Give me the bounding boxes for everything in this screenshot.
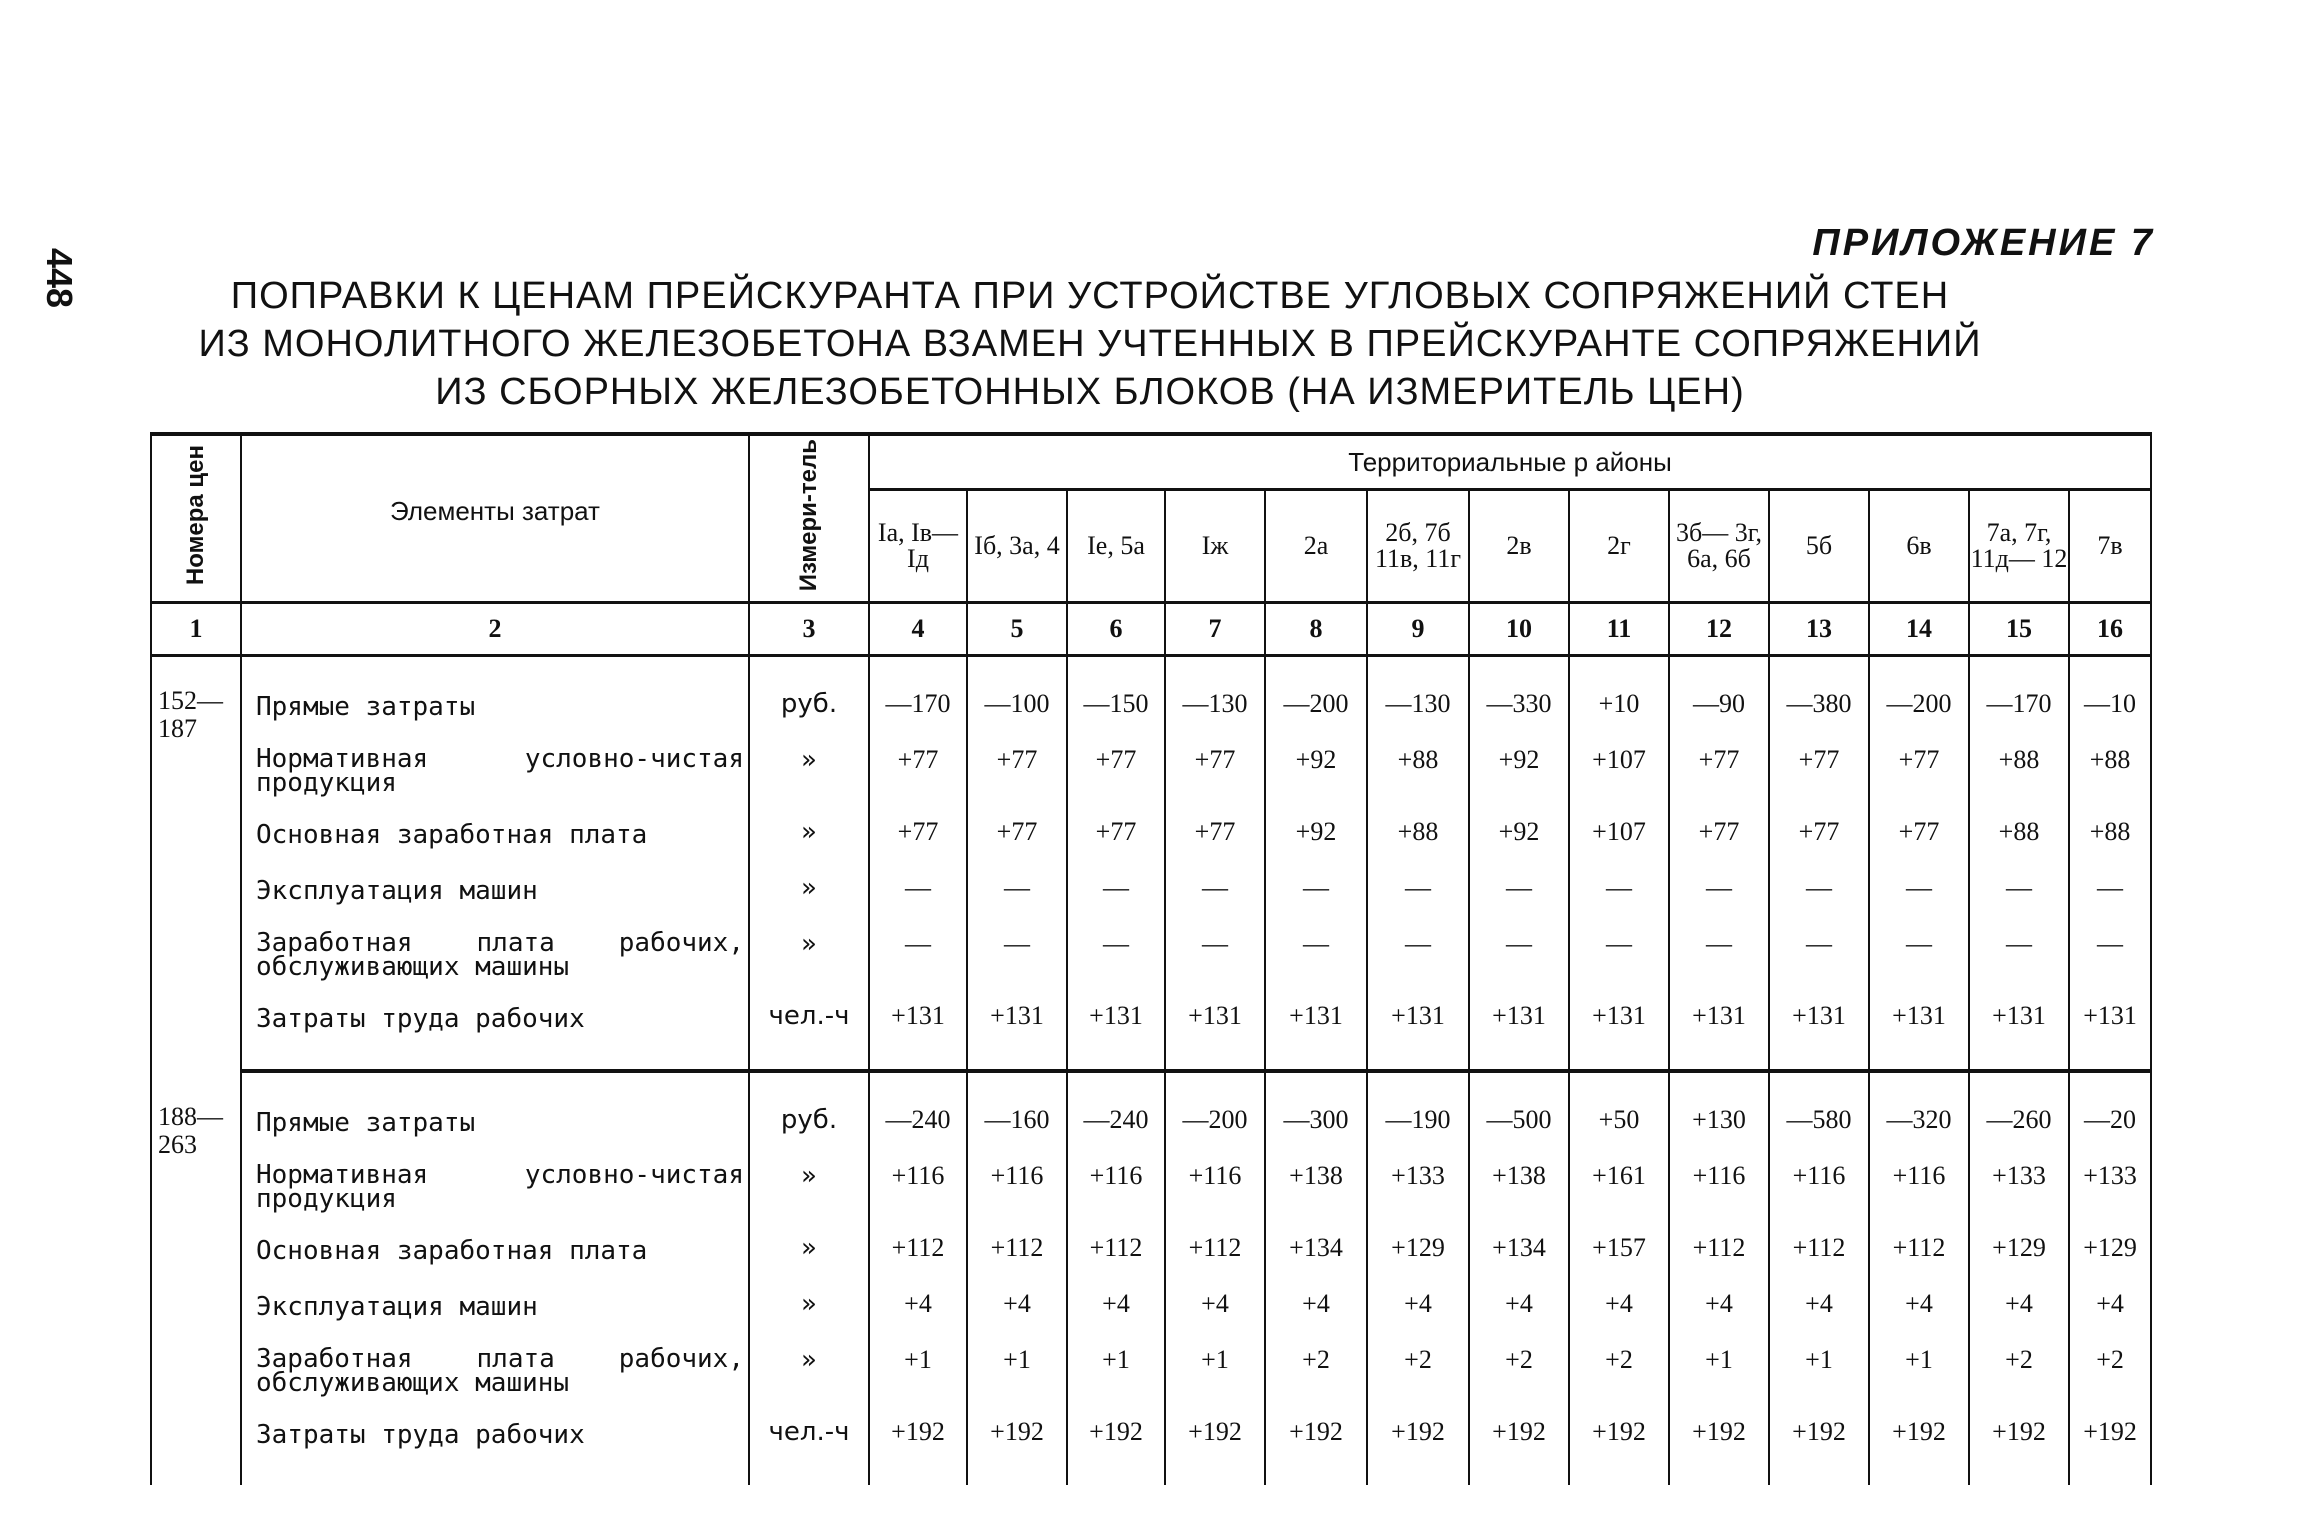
spacer-cell: [1165, 1047, 1265, 1071]
value-cell: +129: [2069, 1223, 2151, 1279]
spacer-cell: [967, 656, 1067, 680]
unit: »: [749, 735, 869, 807]
table-row: [151, 679, 2151, 735]
value-cell: +192: [1367, 1407, 1469, 1463]
value-cell: —: [1969, 863, 2069, 919]
value-cell: +131: [2069, 991, 2151, 1047]
value-cell: +2: [1469, 1335, 1569, 1407]
value-cell: —90: [1669, 679, 1769, 735]
value-cell: —10: [2069, 679, 2151, 735]
value-cell: —: [1469, 919, 1569, 991]
value-cell: +129: [1969, 1223, 2069, 1279]
spacer-cell: [151, 1071, 241, 1095]
column-number: 6: [1067, 603, 1165, 656]
value-cell: —: [1067, 863, 1165, 919]
value-cell: +131: [1669, 991, 1769, 1047]
spacer-cell: [1165, 1463, 1265, 1485]
spacer-cell: [1067, 656, 1165, 680]
value-cell: +116: [1165, 1151, 1265, 1223]
value-cell: —: [1165, 863, 1265, 919]
unit: »: [749, 919, 869, 991]
table-row: [151, 1335, 2151, 1407]
value-cell: +112: [967, 1223, 1067, 1279]
table-row: [151, 1407, 2151, 1463]
value-cell: +192: [869, 1407, 967, 1463]
spacer-cell: [241, 1463, 749, 1485]
header-region: 2в: [1469, 490, 1569, 603]
spacer-cell: [1367, 1047, 1469, 1071]
spacer-cell: [1265, 1463, 1367, 1485]
value-cell: +112: [1067, 1223, 1165, 1279]
page-title: [150, 272, 2030, 416]
header-elements: Элементы затрат: [241, 434, 749, 603]
value-cell: +131: [1265, 991, 1367, 1047]
value-cell: —500: [1469, 1095, 1569, 1151]
value-cell: —260: [1969, 1095, 2069, 1151]
column-number: 1: [151, 603, 241, 656]
header-region: 3б— 3г, 6а, 6б: [1669, 490, 1769, 603]
spacer-cell: [1569, 1071, 1669, 1095]
spacer-cell: [1265, 656, 1367, 680]
value-cell: +116: [1669, 1151, 1769, 1223]
title-line: ПОПРАВКИ К ЦЕНАМ ПРЕЙСКУРАНТА ПРИ УСТРОЙСТВЕ УГЛОВЫХ СОПРЯЖЕНИЙ СТЕН: [230, 275, 1950, 317]
spacer-cell: [967, 1463, 1067, 1485]
cost-element: Нормативная условно-чистая продукция: [241, 1151, 749, 1223]
unit: чел.-ч: [749, 991, 869, 1047]
appendix-label: ПРИЛОЖЕНИЕ 7: [1812, 222, 2155, 264]
value-cell: +77: [1165, 735, 1265, 807]
value-cell: —580: [1769, 1095, 1869, 1151]
value-cell: +77: [1165, 807, 1265, 863]
value-cell: +77: [869, 735, 967, 807]
column-number: 16: [2069, 603, 2151, 656]
value-cell: +112: [869, 1223, 967, 1279]
value-cell: —: [1265, 863, 1367, 919]
spacer-cell: [1969, 1463, 2069, 1485]
value-cell: —: [869, 919, 967, 991]
spacer-cell: [749, 1071, 869, 1095]
header-region: Iб, 3а, 4: [967, 490, 1067, 603]
cost-element: Эксплуатация машин: [241, 1279, 749, 1335]
spacer-cell: [1669, 1047, 1769, 1071]
value-cell: +4: [967, 1279, 1067, 1335]
spacer-cell: [1067, 1463, 1165, 1485]
spacer-cell: [1569, 1463, 1669, 1485]
unit: »: [749, 807, 869, 863]
value-cell: +131: [869, 991, 967, 1047]
value-cell: +112: [1669, 1223, 1769, 1279]
page-number: 448: [39, 248, 80, 309]
value-cell: +4: [1969, 1279, 2069, 1335]
spacer-cell: [1869, 1463, 1969, 1485]
value-cell: +192: [1265, 1407, 1367, 1463]
spacer-cell: [1869, 1071, 1969, 1095]
value-cell: —160: [967, 1095, 1067, 1151]
value-cell: +131: [1469, 991, 1569, 1047]
column-number: 3: [749, 603, 869, 656]
spacer-cell: [151, 656, 241, 680]
cost-element: Прямые затраты: [241, 1095, 749, 1151]
value-cell: +131: [1969, 991, 2069, 1047]
spacer-cell: [1969, 1071, 2069, 1095]
value-cell: +116: [1067, 1151, 1165, 1223]
cost-element: Основная заработная плата: [241, 807, 749, 863]
value-cell: +192: [1165, 1407, 1265, 1463]
value-cell: +4: [1769, 1279, 1869, 1335]
column-number: 7: [1165, 603, 1265, 656]
value-cell: +77: [1067, 807, 1165, 863]
header-price-numbers: [151, 434, 241, 603]
value-cell: +4: [1669, 1279, 1769, 1335]
value-cell: +77: [1769, 735, 1869, 807]
value-cell: +77: [1669, 735, 1769, 807]
cost-element: Заработная плата рабочих, обслуживающих машины: [241, 919, 749, 991]
value-cell: +131: [1869, 991, 1969, 1047]
value-cell: +192: [967, 1407, 1067, 1463]
value-cell: +131: [1769, 991, 1869, 1047]
value-cell: +131: [1367, 991, 1469, 1047]
header-region: 2б, 7б 11в, 11г: [1367, 490, 1469, 603]
value-cell: +2: [1969, 1335, 2069, 1407]
spacer-cell: [869, 656, 967, 680]
value-cell: +92: [1265, 807, 1367, 863]
value-cell: —130: [1367, 679, 1469, 735]
value-cell: —130: [1165, 679, 1265, 735]
value-cell: +92: [1265, 735, 1367, 807]
spacer-cell: [1367, 656, 1469, 680]
value-cell: +129: [1367, 1223, 1469, 1279]
value-cell: —: [1265, 919, 1367, 991]
value-cell: +161: [1569, 1151, 1669, 1223]
spacer-cell: [1469, 1463, 1569, 1485]
spacer-cell: [241, 1071, 749, 1095]
spacer-cell: [749, 1047, 869, 1071]
value-cell: +4: [1367, 1279, 1469, 1335]
unit: »: [749, 1335, 869, 1407]
value-cell: +130: [1669, 1095, 1769, 1151]
value-cell: +107: [1569, 807, 1669, 863]
value-cell: —240: [869, 1095, 967, 1151]
title-line: ИЗ СБОРНЫХ ЖЕЛЕЗОБЕТОННЫХ БЛОКОВ (НА ИЗМЕРИТЕЛЬ ЦЕН): [435, 371, 1745, 413]
value-cell: +77: [967, 735, 1067, 807]
value-cell: +4: [1469, 1279, 1569, 1335]
value-cell: —: [1869, 919, 1969, 991]
header-region: Iж: [1165, 490, 1265, 603]
spacer-cell: [869, 1071, 967, 1095]
value-cell: —: [967, 919, 1067, 991]
value-cell: +4: [1067, 1279, 1165, 1335]
value-cell: +77: [1869, 735, 1969, 807]
value-cell: +50: [1569, 1095, 1669, 1151]
value-cell: —: [1769, 863, 1869, 919]
value-cell: +88: [1969, 807, 2069, 863]
price-range: 152— 187: [151, 679, 241, 1071]
value-cell: —: [869, 863, 967, 919]
value-cell: —: [2069, 919, 2151, 991]
value-cell: —: [1869, 863, 1969, 919]
value-cell: +1: [1769, 1335, 1869, 1407]
spacer-cell: [1469, 656, 1569, 680]
spacer-cell: [1165, 656, 1265, 680]
value-cell: +10: [1569, 679, 1669, 735]
value-cell: +192: [1067, 1407, 1165, 1463]
spacer-cell: [1469, 1047, 1569, 1071]
value-cell: —200: [1869, 679, 1969, 735]
value-cell: +131: [1569, 991, 1669, 1047]
table-row: [151, 919, 2151, 991]
spacer-cell: [1969, 656, 2069, 680]
column-number: 5: [967, 603, 1067, 656]
spacer-cell: [1569, 656, 1669, 680]
value-cell: +77: [967, 807, 1067, 863]
value-cell: +112: [1769, 1223, 1869, 1279]
value-cell: +1: [967, 1335, 1067, 1407]
value-cell: —150: [1067, 679, 1165, 735]
spacer-cell: [869, 1047, 967, 1071]
unit: чел.-ч: [749, 1407, 869, 1463]
value-cell: —: [2069, 863, 2151, 919]
spacer-cell: [967, 1071, 1067, 1095]
value-cell: —100: [967, 679, 1067, 735]
spacer-cell: [1165, 1071, 1265, 1095]
spacer-cell: [1669, 656, 1769, 680]
title-line: ИЗ МОНОЛИТНОГО ЖЕЛЕЗОБЕТОНА ВЗАМЕН УЧТЕННЫХ В ПРЕЙСКУРАНТЕ СОПРЯЖЕНИЙ: [198, 323, 1982, 365]
spacer-cell: [2069, 1047, 2151, 1071]
column-number: 4: [869, 603, 967, 656]
value-cell: —: [1569, 919, 1669, 991]
value-cell: +131: [1067, 991, 1165, 1047]
value-cell: —170: [869, 679, 967, 735]
value-cell: +192: [1869, 1407, 1969, 1463]
value-cell: +2: [1265, 1335, 1367, 1407]
value-cell: —: [1569, 863, 1669, 919]
cost-element: Заработная плата рабочих, обслуживающих машины: [241, 1335, 749, 1407]
value-cell: —240: [1067, 1095, 1165, 1151]
spacer-cell: [1067, 1047, 1165, 1071]
header-region: 2а: [1265, 490, 1367, 603]
value-cell: —: [1367, 919, 1469, 991]
price-range: 188— 263: [151, 1095, 241, 1485]
table-row: [151, 1223, 2151, 1279]
spacer-cell: [967, 1047, 1067, 1071]
table-row: [151, 863, 2151, 919]
value-cell: +88: [2069, 735, 2151, 807]
value-cell: +131: [1165, 991, 1265, 1047]
value-cell: +116: [967, 1151, 1067, 1223]
column-number: 15: [1969, 603, 2069, 656]
cost-element: Основная заработная плата: [241, 1223, 749, 1279]
value-cell: —: [1669, 863, 1769, 919]
value-cell: +77: [1669, 807, 1769, 863]
value-cell: +192: [1769, 1407, 1869, 1463]
spacer-cell: [1669, 1071, 1769, 1095]
value-cell: +134: [1265, 1223, 1367, 1279]
spacer-cell: [1265, 1071, 1367, 1095]
header-regions-group: Территориальные р айоны: [869, 434, 2151, 490]
value-cell: —380: [1769, 679, 1869, 735]
spacer-cell: [241, 1047, 749, 1071]
header-region: Iе, 5а: [1067, 490, 1165, 603]
value-cell: —200: [1165, 1095, 1265, 1151]
value-cell: —190: [1367, 1095, 1469, 1151]
value-cell: +77: [1067, 735, 1165, 807]
value-cell: —320: [1869, 1095, 1969, 1151]
spacer-cell: [1367, 1071, 1469, 1095]
value-cell: +77: [869, 807, 967, 863]
value-cell: —: [967, 863, 1067, 919]
value-cell: +88: [1367, 735, 1469, 807]
spacer-cell: [2069, 1071, 2151, 1095]
spacer-cell: [2069, 656, 2151, 680]
value-cell: —: [1469, 863, 1569, 919]
cost-element: Затраты труда рабочих: [241, 1407, 749, 1463]
column-number: 2: [241, 603, 749, 656]
header-unit-text: Измери-тель: [795, 438, 822, 592]
value-cell: +4: [1869, 1279, 1969, 1335]
value-cell: +192: [1969, 1407, 2069, 1463]
table-row: [151, 1279, 2151, 1335]
value-cell: +4: [1265, 1279, 1367, 1335]
cost-element: Нормативная условно-чистая продукция: [241, 735, 749, 807]
unit: »: [749, 1151, 869, 1223]
unit: »: [749, 1223, 869, 1279]
value-cell: +192: [1569, 1407, 1669, 1463]
value-cell: +2: [1569, 1335, 1669, 1407]
spacer-cell: [2069, 1463, 2151, 1485]
value-cell: —: [1165, 919, 1265, 991]
spacer-cell: [1769, 1463, 1869, 1485]
value-cell: +4: [2069, 1279, 2151, 1335]
header-region: 2г: [1569, 490, 1669, 603]
spacer-cell: [749, 656, 869, 680]
unit: »: [749, 1279, 869, 1335]
value-cell: +192: [1469, 1407, 1569, 1463]
value-cell: +1: [1669, 1335, 1769, 1407]
spacer-cell: [241, 656, 749, 680]
column-number: 9: [1367, 603, 1469, 656]
value-cell: +107: [1569, 735, 1669, 807]
header-region: 7а, 7г, 11д— 12: [1969, 490, 2069, 603]
column-number: 11: [1569, 603, 1669, 656]
unit: »: [749, 863, 869, 919]
value-cell: +131: [967, 991, 1067, 1047]
value-cell: +1: [1869, 1335, 1969, 1407]
value-cell: —330: [1469, 679, 1569, 735]
spacer-cell: [1669, 1463, 1769, 1485]
value-cell: +112: [1869, 1223, 1969, 1279]
value-cell: —: [1669, 919, 1769, 991]
value-cell: +112: [1165, 1223, 1265, 1279]
header-unit: [749, 434, 869, 603]
spacer-cell: [1569, 1047, 1669, 1071]
cost-element: Прямые затраты: [241, 679, 749, 735]
value-cell: +92: [1469, 735, 1569, 807]
value-cell: +88: [2069, 807, 2151, 863]
value-cell: +133: [2069, 1151, 2151, 1223]
value-cell: +2: [2069, 1335, 2151, 1407]
value-cell: +133: [1969, 1151, 2069, 1223]
value-cell: +4: [1569, 1279, 1669, 1335]
value-cell: +88: [1969, 735, 2069, 807]
spacer-cell: [1969, 1047, 2069, 1071]
price-correction-table: [150, 432, 2152, 1485]
spacer-cell: [869, 1463, 967, 1485]
column-number: 12: [1669, 603, 1769, 656]
value-cell: +116: [1869, 1151, 1969, 1223]
header-region: 6в: [1869, 490, 1969, 603]
unit: руб.: [749, 1095, 869, 1151]
value-cell: +92: [1469, 807, 1569, 863]
value-cell: +2: [1367, 1335, 1469, 1407]
spacer-cell: [749, 1463, 869, 1485]
spacer-cell: [1869, 1047, 1969, 1071]
value-cell: —: [1769, 919, 1869, 991]
unit: руб.: [749, 679, 869, 735]
header-region: Iа, Iв— Iд: [869, 490, 967, 603]
spacer-cell: [1265, 1047, 1367, 1071]
spacer-cell: [1769, 1071, 1869, 1095]
value-cell: +192: [1669, 1407, 1769, 1463]
table-row: [151, 1095, 2151, 1151]
value-cell: +4: [1165, 1279, 1265, 1335]
value-cell: +4: [869, 1279, 967, 1335]
value-cell: —300: [1265, 1095, 1367, 1151]
column-number: 13: [1769, 603, 1869, 656]
spacer-cell: [1869, 656, 1969, 680]
value-cell: +157: [1569, 1223, 1669, 1279]
value-cell: —20: [2069, 1095, 2151, 1151]
cost-element: Эксплуатация машин: [241, 863, 749, 919]
value-cell: +1: [1165, 1335, 1265, 1407]
value-cell: +1: [869, 1335, 967, 1407]
spacer-cell: [1367, 1463, 1469, 1485]
spacer-cell: [1769, 1047, 1869, 1071]
header-region: 7в: [2069, 490, 2151, 603]
value-cell: +1: [1067, 1335, 1165, 1407]
value-cell: +88: [1367, 807, 1469, 863]
value-cell: —: [1969, 919, 2069, 991]
table-row: [151, 991, 2151, 1047]
value-cell: +77: [1769, 807, 1869, 863]
spacer-cell: [1067, 1071, 1165, 1095]
value-cell: +138: [1265, 1151, 1367, 1223]
value-cell: +138: [1469, 1151, 1569, 1223]
header-region: 5б: [1769, 490, 1869, 603]
header-price-numbers-text: Номера цен: [182, 444, 209, 586]
value-cell: +116: [869, 1151, 967, 1223]
column-number: 8: [1265, 603, 1367, 656]
cost-element: Затраты труда рабочих: [241, 991, 749, 1047]
value-cell: +77: [1869, 807, 1969, 863]
table-row: [151, 735, 2151, 807]
spacer-cell: [1769, 656, 1869, 680]
table-row: [151, 807, 2151, 863]
column-number: 10: [1469, 603, 1569, 656]
table-row: [151, 1151, 2151, 1223]
spacer-cell: [1469, 1071, 1569, 1095]
value-cell: —170: [1969, 679, 2069, 735]
column-number: 14: [1869, 603, 1969, 656]
value-cell: —200: [1265, 679, 1367, 735]
value-cell: —: [1367, 863, 1469, 919]
value-cell: +192: [2069, 1407, 2151, 1463]
value-cell: +133: [1367, 1151, 1469, 1223]
value-cell: +116: [1769, 1151, 1869, 1223]
value-cell: +134: [1469, 1223, 1569, 1279]
value-cell: —: [1067, 919, 1165, 991]
